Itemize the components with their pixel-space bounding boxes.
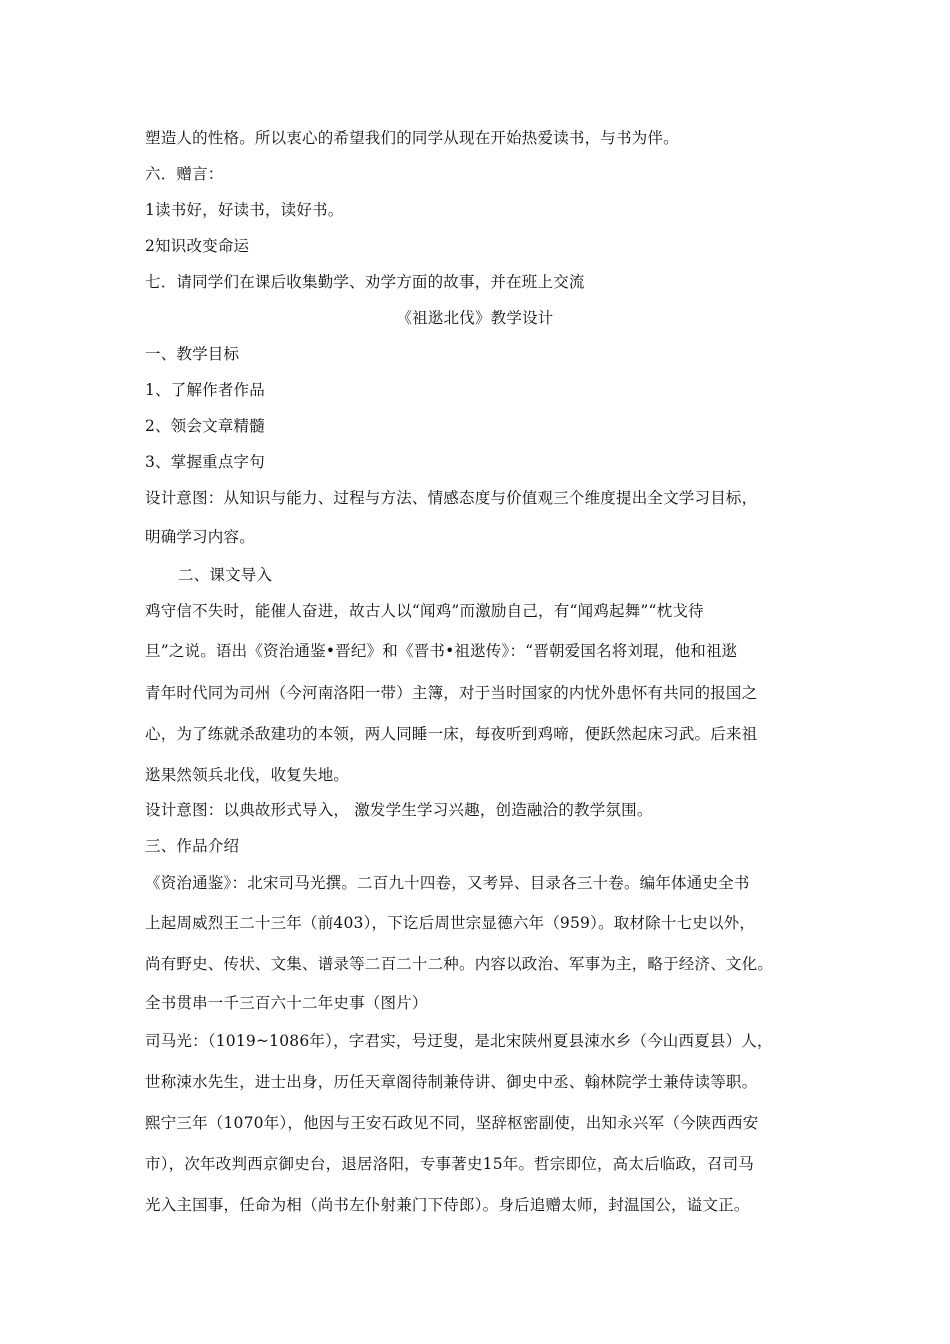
paragraph-line: 市），次年改判西京御史台，退居洛阳，专事著史15年。哲宗即位，高太后临政，召司马: [145, 1155, 754, 1173]
section-heading: 三、作品介绍: [145, 837, 240, 855]
section-heading: 六．赠言：: [145, 165, 224, 183]
list-item: 2知识改变命运: [145, 237, 250, 255]
list-item: 2、领会文章精髓: [145, 417, 265, 435]
paragraph-line: 逖果然领兵北伐，收复失地。: [145, 766, 350, 784]
paragraph-line: 青年时代同为司州（今河南洛阳一带）主簿，对于当时国家的内忧外患怀有共同的报国之: [145, 684, 758, 702]
paragraph-line: 司马光：（1019~1086年），字君实，号迂叟，是北宋陕州夏县涑水乡（今山西夏县）人，: [145, 1032, 773, 1050]
list-item: 1读书好，好读书，读好书。: [145, 201, 344, 219]
paragraph-line: 熙宁三年（1070年），他因与王安石政见不同，坚辞枢密副使，出知永兴军（今陕西西安: [145, 1114, 759, 1132]
paragraph-line: 设计意图：从知识与能力、过程与方法、情感态度与价值观三个维度提出全文学习目标，: [145, 489, 758, 507]
paragraph-line: 设计意图：以典故形式导入， 激发学生学习兴趣，创造融洽的教学氛围。: [145, 801, 653, 819]
paragraph-line: 尚有野史、传状、文集、谱录等二百二十二种。内容以政治、军事为主，略于经济、文化。: [145, 955, 774, 973]
list-item: 1、了解作者作品: [145, 381, 265, 399]
paragraph-line: 塑造人的性格。所以衷心的希望我们的同学从现在开始热爱读书，与书为伴。: [145, 129, 679, 147]
list-item: 3、掌握重点字句: [145, 453, 265, 471]
paragraph-line: 鸡守信不失时，能催人奋进，故古人以“闻鸡”而激励自己，有“闻鸡起舞”“枕戈待: [145, 602, 704, 620]
section-heading: 二、课文导入: [178, 566, 273, 584]
paragraph-line: 全书贯串一千三百六十二年史事（图片）: [145, 994, 428, 1012]
section-heading: 七．请同学们在课后收集勤学、劝学方面的故事，并在班上交流: [145, 273, 585, 291]
paragraph-line: 心，为了练就杀敌建功的本领，两人同睡一床，每夜听到鸡啼，便跃然起床习武。后来祖: [145, 725, 758, 743]
paragraph-line: 世称涑水先生，进士出身，历任天章阁待制兼侍讲、御史中丞、翰林院学士兼侍读等职。: [145, 1073, 758, 1091]
section-heading: 一、教学目标: [145, 345, 240, 363]
paragraph-line: 旦”之说。语出《资治通鉴•晋纪》和《晋书•祖逖传》：“晋朝爱国名将刘琨，他和祖逖: [145, 642, 738, 660]
paragraph-line: 《资治通鉴》：北宋司马光撰。二百九十四卷，又考异、目录各三十卷。编年体通史全书: [145, 874, 750, 892]
paragraph-line: 明确学习内容。: [145, 528, 255, 546]
paragraph-line: 上起周威烈王二十三年（前403），下讫后周世宗显德六年（959）。取材除十七史以外，: [145, 914, 756, 932]
page-title: 《祖逖北伐》教学设计: [396, 309, 554, 327]
paragraph-line: 光入主国事，任命为相（尚书左仆射兼门下侍郎）。身后追赠太师，封温国公，谥文正。: [145, 1196, 750, 1214]
